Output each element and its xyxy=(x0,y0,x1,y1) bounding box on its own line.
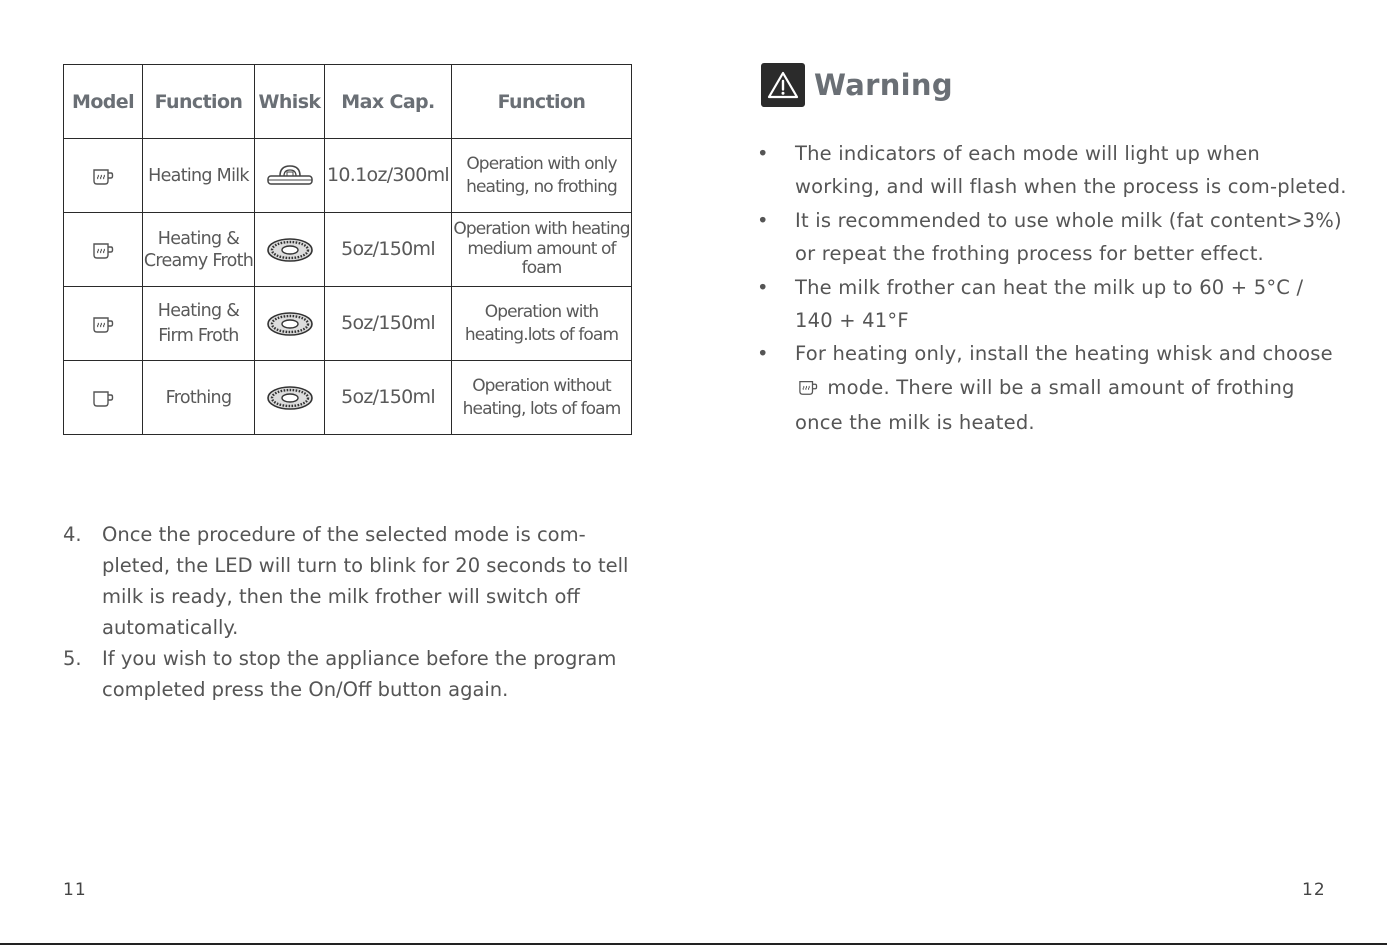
list-item xyxy=(757,204,1347,271)
step-number: 5. xyxy=(63,647,82,670)
mode-description: Operation without heating, lots of foam xyxy=(452,361,632,435)
bullet-icon: • xyxy=(757,142,769,165)
heating-whisk-icon xyxy=(255,139,325,213)
instruction-steps xyxy=(63,519,643,705)
header-max-capacity: Max Cap. xyxy=(325,65,452,139)
table-header-row xyxy=(64,65,632,139)
cup-icon xyxy=(64,361,143,435)
list-item xyxy=(757,271,1347,338)
header-function: Function xyxy=(143,65,255,139)
warning-icon xyxy=(761,63,805,107)
heating-cup-icon xyxy=(64,139,143,213)
warning-text: It is recommended to use whole milk (fat content>3%) or repeat the frothing process for better effect. xyxy=(795,208,1342,266)
table-row xyxy=(64,287,632,361)
list-item xyxy=(757,337,1347,439)
step-text: If you wish to stop the appliance before the program completed press the On/Off button again. xyxy=(102,647,617,701)
page-number-right: 12 xyxy=(1302,880,1326,900)
header-model: Model xyxy=(64,65,143,139)
header-whisk: Whisk xyxy=(255,65,325,139)
header-function-description: Function xyxy=(452,65,632,139)
mode-spec-table xyxy=(63,64,632,435)
table-row xyxy=(64,213,632,287)
list-item xyxy=(63,643,643,705)
mode-function-label: Heating & Creamy Froth xyxy=(143,213,255,287)
list-item xyxy=(63,519,643,643)
frothing-whisk-icon xyxy=(255,287,325,361)
bullet-icon: • xyxy=(757,275,769,299)
mode-function-label: Heating & Firm Froth xyxy=(143,287,255,361)
max-capacity: 5oz/150ml xyxy=(325,361,452,435)
step-text: Once the procedure of the selected mode is com-pleted, the LED will turn to blink for 20 seconds to tell milk is ready, then the milk frother will switch off automatically. xyxy=(102,523,629,639)
mode-description: Operation with heating medium amount of foam xyxy=(452,213,632,287)
warning-list xyxy=(757,137,1347,440)
mode-function-label: Frothing xyxy=(143,361,255,435)
bullet-icon: • xyxy=(757,208,769,232)
heating-cup-icon xyxy=(64,213,143,287)
mode-description: Operation with heating.lots of foam xyxy=(452,287,632,361)
max-capacity: 10.1oz/300ml xyxy=(325,139,452,213)
warning-title: Warning xyxy=(814,68,953,102)
bullet-icon: • xyxy=(757,342,769,366)
warning-text-before: For heating only, install the heating whisk and choose xyxy=(795,342,1333,366)
table-row xyxy=(64,139,632,213)
warning-text: The milk frother can heat the milk up to 60 + 5°C / 140 + 41°F xyxy=(795,275,1304,333)
frothing-whisk-icon xyxy=(255,213,325,287)
step-number: 4. xyxy=(63,523,82,546)
heating-cup-icon xyxy=(64,287,143,361)
list-item xyxy=(757,137,1347,204)
heating-cup-icon xyxy=(797,373,819,406)
mode-function-label: Heating Milk xyxy=(143,139,255,213)
warning-text-after: mode. There will be a small amount of frothing once the milk is heated. xyxy=(795,375,1295,435)
warning-text: The indicators of each mode will light up when working, and will flash when the process is com-pleted. xyxy=(795,142,1347,199)
table-row xyxy=(64,361,632,435)
max-capacity: 5oz/150ml xyxy=(325,287,452,361)
frothing-whisk-icon xyxy=(255,361,325,435)
mode-description: Operation with only heating, no frothing xyxy=(452,139,632,213)
bottom-divider xyxy=(0,943,1387,945)
warning-heading xyxy=(761,62,953,108)
max-capacity: 5oz/150ml xyxy=(325,213,452,287)
page-number-left: 11 xyxy=(63,880,87,900)
